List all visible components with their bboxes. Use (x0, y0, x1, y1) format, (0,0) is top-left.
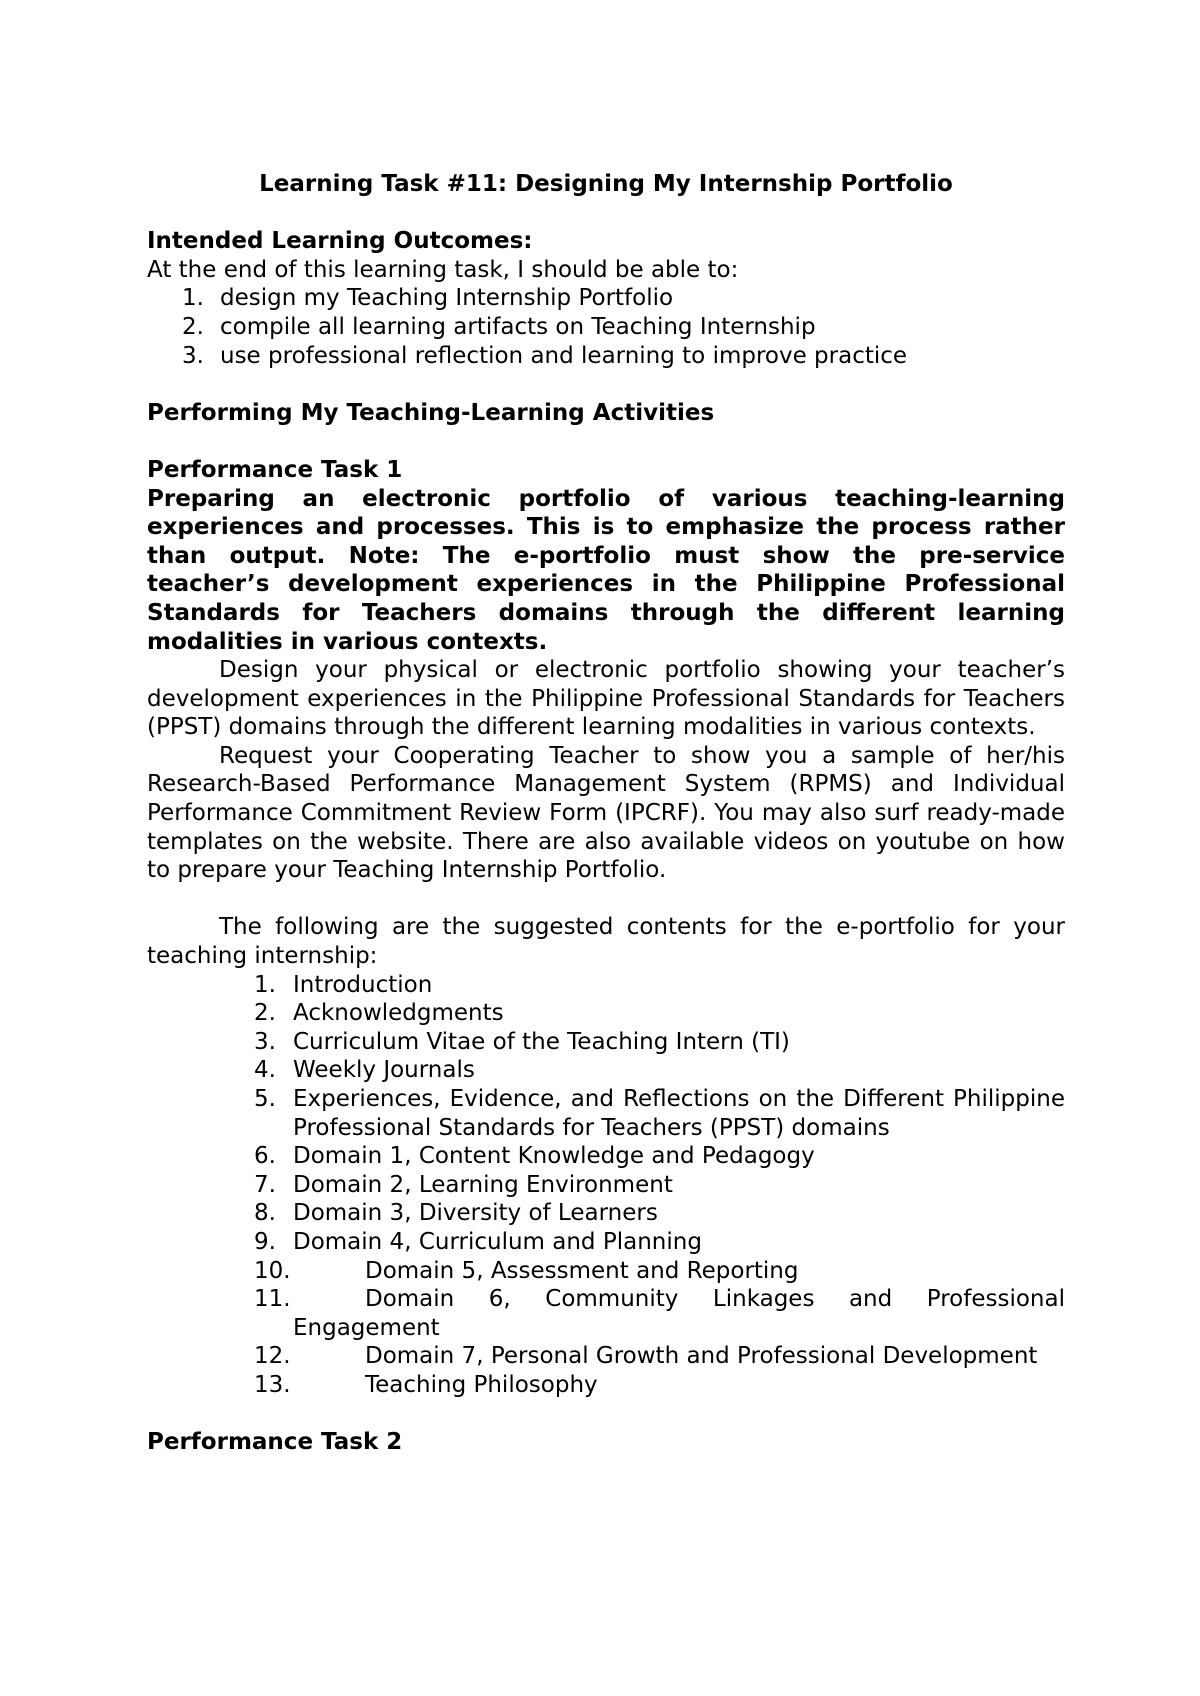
list-item (147, 1171, 1065, 1200)
list-item-number: 9. (254, 1228, 276, 1255)
list-item-number: 7. (254, 1171, 276, 1198)
list-item (147, 1228, 1065, 1257)
list-item-text: Domain 2, Learning Environment (293, 1171, 673, 1198)
list-item (147, 284, 1065, 313)
list-item-number: 3. (182, 342, 204, 369)
task1-heading: Performance Task 1 (147, 456, 403, 483)
list-item (147, 1342, 1065, 1371)
list-item (147, 999, 1065, 1028)
list-item-text: Introduction (293, 971, 433, 998)
list-item-number: 2. (182, 313, 204, 340)
list-item-text: design my Teaching Internship Portfolio (220, 285, 674, 312)
list-item-text: Acknowledgments (293, 1000, 504, 1027)
list-item (147, 1285, 1065, 1342)
list-item-text: Experiences, Evidence, and Reflections on the Different Philippine Professional Standards for Teachers (PPST) domains (293, 1086, 1065, 1141)
list-item (147, 1085, 1065, 1142)
portfolio-contents-list (147, 971, 1065, 1400)
list-item-text: Domain 3, Diversity of Learners (293, 1200, 658, 1227)
list-item-text: Domain 6, Community Linkages and Professional Engagement (293, 1286, 1065, 1341)
list-item (147, 1142, 1065, 1171)
list-item (147, 1371, 1065, 1400)
list-item-text: use professional reflection and learning to improve practice (220, 342, 908, 369)
document-page (147, 170, 1065, 1457)
list-item-number: 11. (254, 1286, 291, 1313)
list-item-number: 1. (182, 285, 204, 312)
list-item (147, 313, 1065, 342)
list-item (147, 342, 1065, 371)
list-item-text: Curriculum Vitae of the Teaching Intern (TI) (293, 1028, 790, 1055)
outcomes-heading: Intended Learning Outcomes: (147, 228, 533, 255)
list-item-number: 1. (254, 971, 276, 998)
list-item-text: Domain 7, Personal Growth and Professional Development (365, 1343, 1038, 1370)
list-item-text: Weekly Journals (293, 1057, 475, 1084)
list-item (147, 1257, 1065, 1286)
list-item-number: 6. (254, 1143, 276, 1170)
list-item-text: Domain 4, Curriculum and Planning (293, 1228, 702, 1255)
list-item-text: Teaching Philosophy (365, 1371, 598, 1398)
task1-paragraph-3: The following are the suggested contents for the e-portfolio for your teaching internship: (147, 914, 1065, 970)
outcomes-list (147, 284, 1065, 370)
task1-description: Preparing an electronic portfolio of various teaching-learning experiences and processes. This is to emphasize the process rather than output. Note: The e-portfolio must show the pre-service teacher’s development experiences in the Philippine Professional Standards for Teachers domains through the different learning modalities in various contexts. (147, 485, 1065, 655)
list-item (147, 1199, 1065, 1228)
task2-heading: Performance Task 2 (147, 1429, 403, 1456)
task1-paragraph-1: Design your physical or electronic portfolio showing your teacher’s development experiences in the Philippine Professional Standards for Teachers (PPST) domains through the different learning modalities in various contexts. (147, 657, 1065, 741)
list-item-number: 5. (254, 1086, 276, 1112)
list-item-text: compile all learning artifacts on Teaching Internship (220, 313, 816, 340)
outcomes-intro: At the end of this learning task, I should be able to: (147, 256, 739, 283)
list-item-text: Domain 1, Content Knowledge and Pedagogy (293, 1143, 815, 1170)
list-item-number: 3. (254, 1028, 276, 1055)
list-item (147, 1028, 1065, 1057)
list-item-number: 4. (254, 1057, 276, 1084)
page-title: Learning Task #11: Designing My Internship Portfolio (259, 171, 953, 197)
list-item (147, 1056, 1065, 1085)
task1-paragraph-2: Request your Cooperating Teacher to show you a sample of her/his Research-Based Performance Management System (RPMS) and Individual Performance Commitment Review Form (IPCRF). You may also surf ready-made templates on the website. There are also available videos on youtube on how to prepare your Teaching Internship Portfolio. (147, 742, 1065, 884)
list-item-number: 12. (254, 1343, 291, 1370)
activities-heading: Performing My Teaching-Learning Activities (147, 399, 715, 426)
list-item-text: Domain 5, Assessment and Reporting (365, 1257, 799, 1284)
list-item-number: 2. (254, 1000, 276, 1027)
list-item-number: 13. (254, 1371, 291, 1398)
list-item-number: 10. (254, 1257, 291, 1284)
list-item-number: 8. (254, 1200, 276, 1227)
list-item (147, 971, 1065, 1000)
